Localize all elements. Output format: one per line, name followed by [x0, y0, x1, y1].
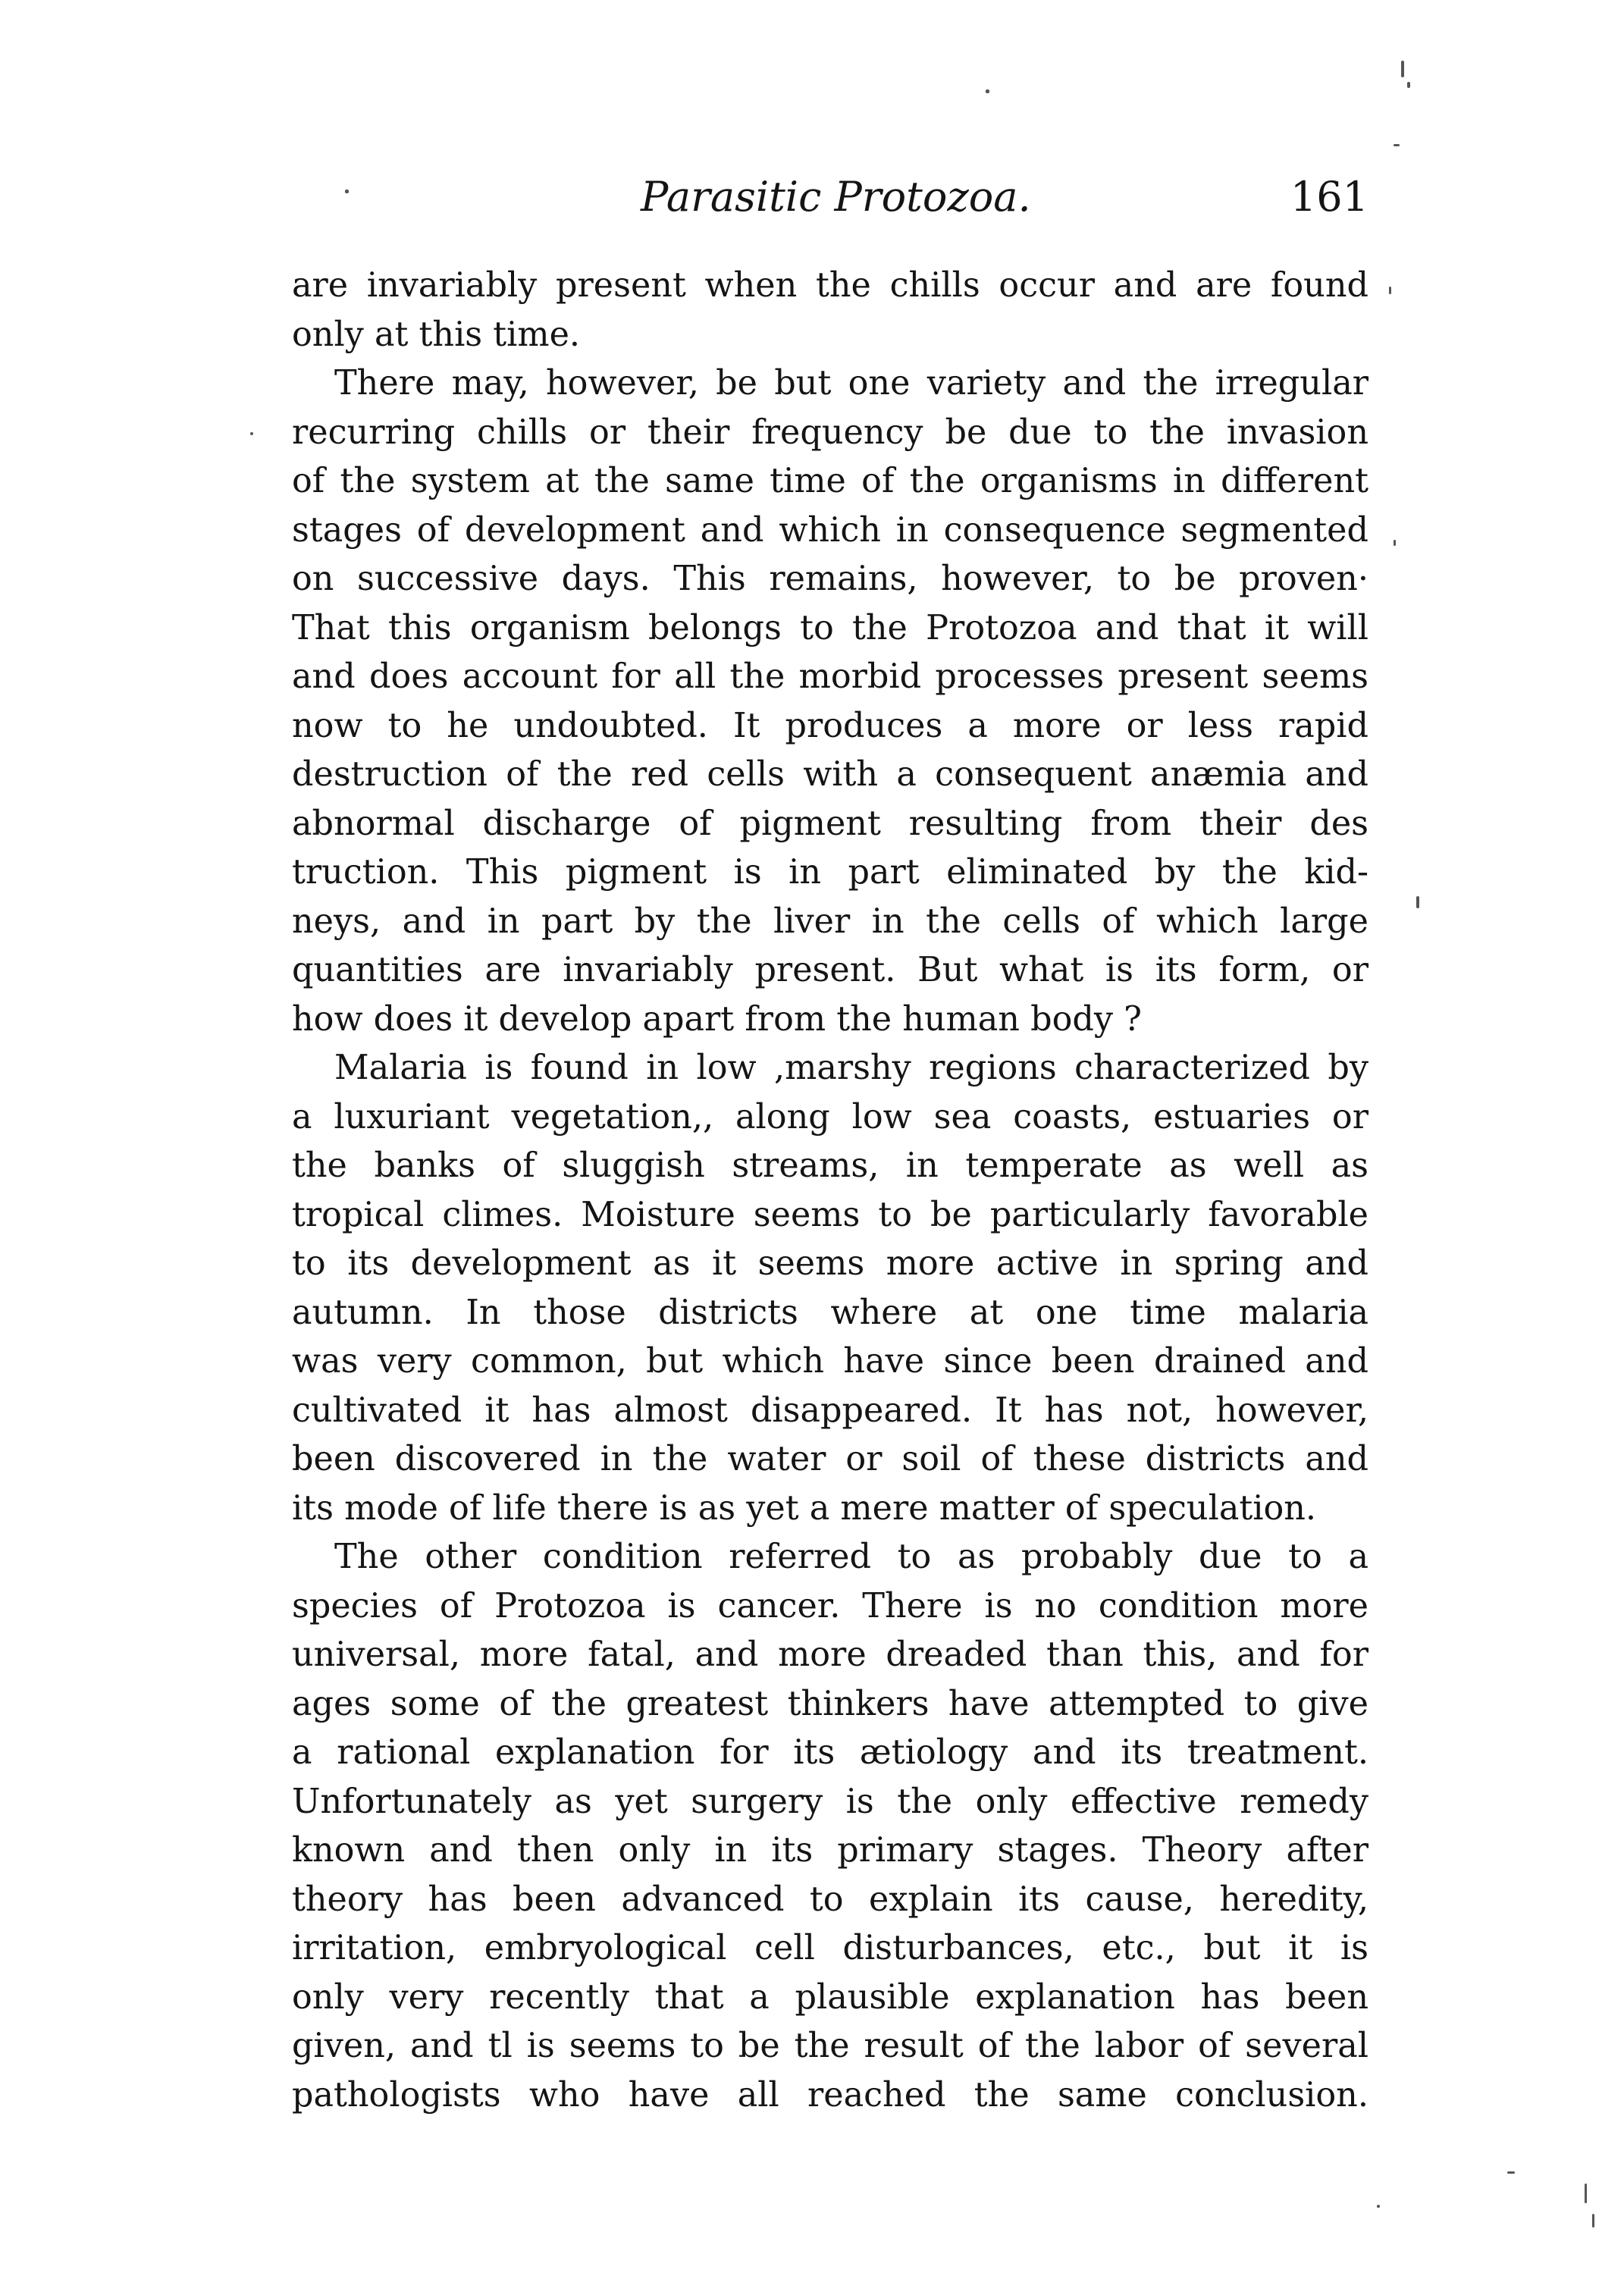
scan-speck [1592, 2214, 1594, 2228]
text-line: only at this time. [292, 315, 581, 354]
page-number: 161 [1290, 173, 1368, 221]
text-line: Malaria is found in low ,marshy regions characterized by [334, 1049, 1368, 1087]
text-line: given, and tl is seems to be the result of the labor of several [292, 2027, 1368, 2065]
text-line: tropical climes. Moisture seems to be particularly favorable [292, 1195, 1368, 1234]
text-line: truction. This pigment is in part eliminated by the kid- [292, 853, 1368, 892]
body-text [292, 262, 1368, 2120]
text-line: now to he undoubted. It produces a more or less rapid [292, 706, 1368, 745]
text-line: quantities are invariably present. But what is its form, or [292, 951, 1368, 989]
running-title: Parasitic Protozoa. [641, 173, 1031, 221]
text-line: only very recently that a plausible explanation has been [292, 1977, 1368, 2017]
scan-speck [1394, 144, 1400, 146]
text-line: irritation, embryological cell disturbances, etc., but it is [292, 1929, 1368, 1967]
text-line: destruction of the red cells with a consequent anæmia and [292, 755, 1368, 794]
text-line: of the system at the same time of the organisms in different [292, 462, 1368, 500]
text-line: There may, however, be but one variety and the irregular [334, 364, 1368, 403]
text-line: its mode of life there is as yet a mere matter of speculation. [292, 1488, 1317, 1528]
text-line: are invariably present when the chills occur and are found [292, 266, 1368, 305]
text-line: a luxuriant vegetation,, along low sea coasts, estuaries or [292, 1097, 1368, 1137]
text-line: theory has been advanced to explain its cause, heredity, [292, 1880, 1368, 1919]
scan-speck [1394, 540, 1396, 546]
text-line: on successive days. This remains, however, to be proven· [292, 560, 1368, 598]
text-line: abnormal discharge of pigment resulting from their des [292, 804, 1368, 843]
running-head [292, 167, 1368, 227]
text-line: The other condition referred to as probably due to a [334, 1538, 1368, 1576]
scan-speck [345, 190, 349, 193]
scan-speck [1377, 2205, 1380, 2208]
text-line: a rational explanation for its ætiology and its treatment. [292, 1733, 1368, 1772]
text-line: species of Protozoa is cancer. There is no condition more [292, 1586, 1368, 1626]
text-line: cultivated it has almost disappeared. It has not, however, [292, 1390, 1368, 1430]
scan-speck [1407, 82, 1410, 88]
text-line: pathologists who have all reached the same conclusion. [292, 2075, 1368, 2115]
scan-speck [1416, 896, 1419, 908]
scan-speck [1507, 2171, 1515, 2174]
scan-speck [250, 432, 253, 435]
text-line: stages of development and which in consequence segmented [292, 510, 1368, 550]
text-line: autumn. In those districts where at one time malaria [292, 1293, 1368, 1332]
text-line: ages some of the greatest thinkers have attempted to give [292, 1684, 1368, 1723]
text-line: recurring chills or their frequency be due to the invasion [292, 412, 1368, 452]
text-line: been discovered in the water or soil of these districts and [292, 1440, 1368, 1478]
text-line: the banks of sluggish streams, in temperate as well as [292, 1146, 1368, 1185]
text-line: and does account for all the morbid processes present seems [292, 657, 1368, 696]
text-line: known and then only in its primary stages. Theory after [292, 1831, 1368, 1870]
text-line: That this organism belongs to the Protozoa and that it will [292, 608, 1368, 647]
text-line: was very common, but which have since been drained and [292, 1342, 1368, 1381]
text-line: neys, and in part by the liver in the cells of which large [292, 901, 1368, 941]
text-line: universal, more fatal, and more dreaded than this, and for [292, 1635, 1368, 1674]
text-line: to its development as it seems more active in spring and [292, 1244, 1368, 1283]
text-line: how does it develop apart from the human body ? [292, 999, 1142, 1039]
text-line: Unfortunately as yet surgery is the only effective remedy [292, 1782, 1368, 1821]
scan-speck [1389, 287, 1391, 294]
scan-speck [1401, 61, 1404, 77]
scan-speck [986, 89, 989, 93]
scan-speck [1585, 2184, 1587, 2203]
